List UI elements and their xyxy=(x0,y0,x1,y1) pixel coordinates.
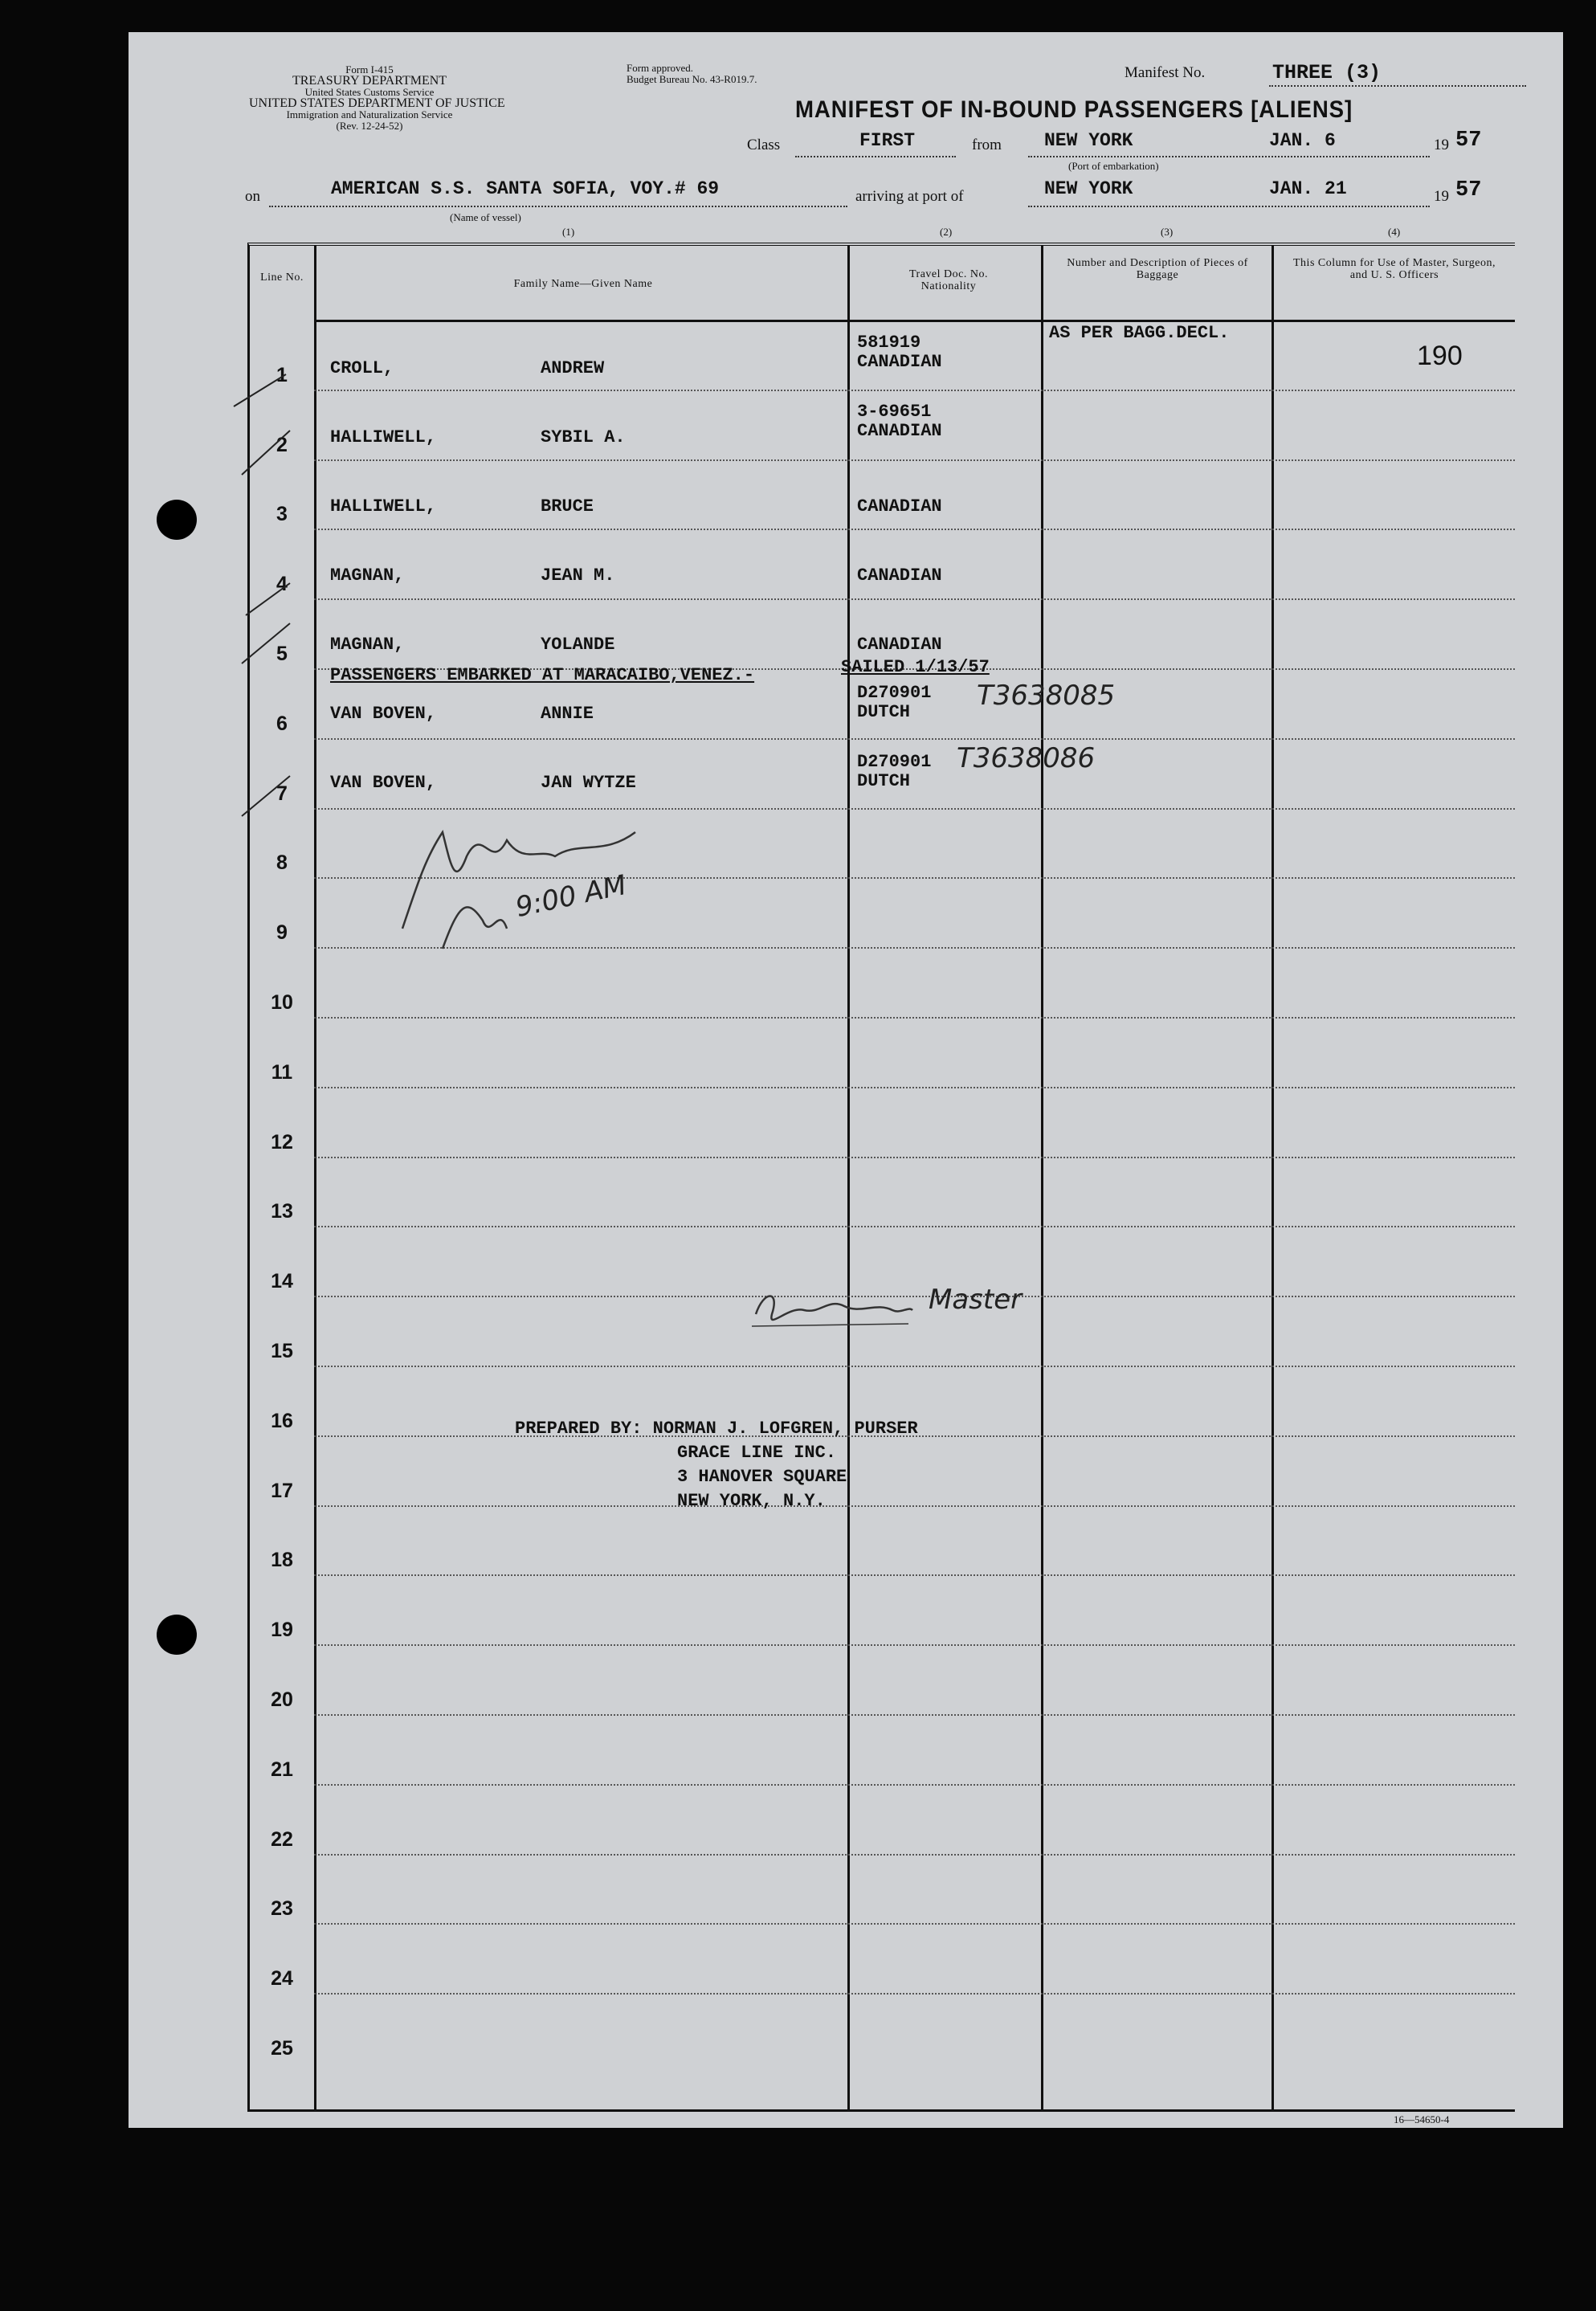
row-divider xyxy=(314,1226,1515,1227)
class-label: Class xyxy=(747,137,781,153)
budget-bureau: Budget Bureau No. 43-R019.7. xyxy=(627,73,757,85)
row2-family: HALLIWELL, xyxy=(330,427,437,447)
row2-nationality: CANADIAN xyxy=(857,421,942,441)
row-divider xyxy=(314,459,1515,461)
line-number: 23 xyxy=(271,1897,293,1921)
embark-note: PASSENGERS EMBARKED AT MARACAIBO,VENEZ.- xyxy=(330,665,755,685)
line-number: 1 xyxy=(276,363,288,386)
line-number: 19 xyxy=(271,1619,293,1642)
form-number: Form I-415 xyxy=(345,63,394,76)
revision: (Rev. 12-24-52) xyxy=(336,120,403,132)
col-num-2: (2) xyxy=(940,226,953,238)
row-divider xyxy=(314,1087,1515,1088)
punch-hole xyxy=(157,1615,197,1655)
manifest-no-value: THREE (3) xyxy=(1272,61,1382,84)
col-header-travel: Travel Doc. No. Nationality xyxy=(909,268,988,292)
line-number: 17 xyxy=(271,1479,293,1502)
line-number: 25 xyxy=(271,2037,293,2060)
row-divider xyxy=(314,1993,1515,1995)
manifest-title: MANIFEST OF IN-BOUND PASSENGERS [ALIENS] xyxy=(795,96,1353,123)
row-divider xyxy=(314,738,1515,740)
line-number: 20 xyxy=(271,1688,293,1711)
row-divider xyxy=(314,1574,1515,1576)
line-number: 4 xyxy=(276,573,288,596)
form-approved: Form approved. xyxy=(627,62,694,74)
footer-code: 16—54650-4 xyxy=(1394,2113,1450,2125)
punch-hole xyxy=(157,500,197,540)
year-2: 57 xyxy=(1455,178,1482,202)
stamp-time: 9:00 AM xyxy=(512,868,630,925)
row1-baggage: AS PER BAGG.DECL. xyxy=(1049,323,1230,343)
port-embark-caption: (Port of embarkation) xyxy=(1068,160,1159,172)
row5-given: YOLANDE xyxy=(541,635,615,655)
row6-given: ANNIE xyxy=(541,704,594,724)
row-divider xyxy=(314,1366,1515,1367)
from-value: NEW YORK xyxy=(1044,130,1133,151)
row7-nationality: DUTCH xyxy=(857,771,911,791)
row-divider xyxy=(314,1854,1515,1856)
col-header-name: Family Name—Given Name xyxy=(513,278,653,290)
sailed-note: SAILED 1/13/57 xyxy=(841,657,990,677)
row-divider xyxy=(314,1157,1515,1158)
row6-nationality: DUTCH xyxy=(857,702,911,722)
row5-nationality: CANADIAN xyxy=(857,635,942,655)
approval-block xyxy=(627,63,757,85)
line-number: 15 xyxy=(271,1340,293,1362)
line-number: 16 xyxy=(271,1409,293,1432)
row4-family: MAGNAN, xyxy=(330,566,405,586)
arrival-date: JAN. 21 xyxy=(1269,178,1347,199)
row1-family: CROLL, xyxy=(330,358,394,378)
row7-given: JAN WYTZE xyxy=(541,773,636,793)
customs-service: United States Customs Service xyxy=(304,86,435,98)
col-num-3: (3) xyxy=(1161,226,1174,238)
row7-family: VAN BOVEN, xyxy=(330,773,437,793)
year-prefix-2: 19 xyxy=(1434,188,1449,205)
row-divider xyxy=(314,1644,1515,1646)
line-number: 21 xyxy=(271,1758,293,1781)
row-divider xyxy=(314,1505,1515,1507)
row3-given: BRUCE xyxy=(541,496,594,517)
row3-nationality: CANADIAN xyxy=(857,496,942,517)
line-number: 2 xyxy=(276,433,288,456)
line-number: 5 xyxy=(276,643,288,665)
row2-doc: 3-69651 xyxy=(857,402,932,422)
row-divider xyxy=(314,598,1515,600)
prepared-by: PREPARED BY: NORMAN J. LOFGREN, PURSER xyxy=(515,1419,918,1439)
row6-handwritten-note: T3638085 xyxy=(977,680,1116,712)
line-number: 9 xyxy=(276,921,288,945)
prepared-address: 3 HANOVER SQUARE xyxy=(677,1467,847,1487)
row4-given: JEAN M. xyxy=(541,566,615,586)
line-number: 12 xyxy=(271,1130,293,1153)
line-number: 18 xyxy=(271,1549,293,1572)
line-number: 22 xyxy=(271,1827,293,1851)
row-divider xyxy=(314,1923,1515,1925)
row1-given: ANDREW xyxy=(541,358,605,378)
manifest-page xyxy=(129,32,1563,2128)
row2-given: SYBIL A. xyxy=(541,427,626,447)
row-divider xyxy=(314,1017,1515,1019)
prepared-city: NEW YORK, N.Y. xyxy=(677,1491,826,1511)
manifest-table xyxy=(247,243,1515,2112)
arriving-label: arriving at port of xyxy=(855,188,964,205)
line-number: 24 xyxy=(271,1967,293,1990)
row6-doc: D270901 xyxy=(857,683,932,703)
col-header-line: Line No. xyxy=(260,272,304,284)
line-number: 6 xyxy=(276,712,288,735)
year-1: 57 xyxy=(1455,129,1482,153)
row5-family: MAGNAN, xyxy=(330,635,405,655)
row4-nationality: CANADIAN xyxy=(857,566,942,586)
row-divider xyxy=(314,1784,1515,1786)
justice-dept: UNITED STATES DEPARTMENT OF JUSTICE xyxy=(249,96,505,110)
vessel-caption: (Name of vessel) xyxy=(450,211,521,223)
class-value: FIRST xyxy=(859,130,916,151)
row7-doc: D270901 xyxy=(857,752,932,772)
col-header-officers: This Column for Use of Master, Surgeon, and U. S. Officers xyxy=(1293,257,1496,281)
row1-officer-number: 190 xyxy=(1417,341,1463,371)
from-label: from xyxy=(972,137,1002,153)
year-prefix-1: 19 xyxy=(1434,137,1449,153)
checkmark-marks xyxy=(226,342,298,856)
line-number: 10 xyxy=(271,991,293,1014)
line-number: 3 xyxy=(276,503,288,526)
agency-block xyxy=(249,63,505,132)
treasury-dept: TREASURY DEPARTMENT xyxy=(292,74,447,88)
line-number: 13 xyxy=(271,1200,293,1223)
vessel-value: AMERICAN S.S. SANTA SOFIA, VOY.# 69 xyxy=(331,178,720,199)
master-signature xyxy=(748,1282,916,1338)
ins-service: Immigration and Naturalization Service xyxy=(286,108,453,120)
line-number: 14 xyxy=(271,1270,293,1293)
row3-family: HALLIWELL, xyxy=(330,496,437,517)
line-number: 11 xyxy=(271,1060,293,1084)
from-date: JAN. 6 xyxy=(1269,130,1336,151)
row-divider xyxy=(314,1714,1515,1716)
line-number: 8 xyxy=(276,851,288,875)
row1-nationality: CANADIAN xyxy=(857,352,942,372)
row-divider xyxy=(314,529,1515,530)
line-number: 7 xyxy=(276,782,288,805)
col-num-4: (4) xyxy=(1388,226,1401,238)
row1-doc: 581919 xyxy=(857,333,921,353)
arrival-port: NEW YORK xyxy=(1044,178,1133,199)
col-header-baggage: Number and Description of Pieces of Baggage xyxy=(1067,257,1248,281)
manifest-no-label: Manifest No. xyxy=(1125,64,1206,81)
prepared-company: GRACE LINE INC. xyxy=(677,1443,837,1463)
row-divider xyxy=(314,390,1515,391)
on-label: on xyxy=(245,188,260,205)
master-title: Master xyxy=(929,1284,1023,1316)
row6-family: VAN BOVEN, xyxy=(330,704,437,724)
row7-handwritten-note: T3638086 xyxy=(957,742,1096,774)
col-num-1: (1) xyxy=(562,226,575,238)
